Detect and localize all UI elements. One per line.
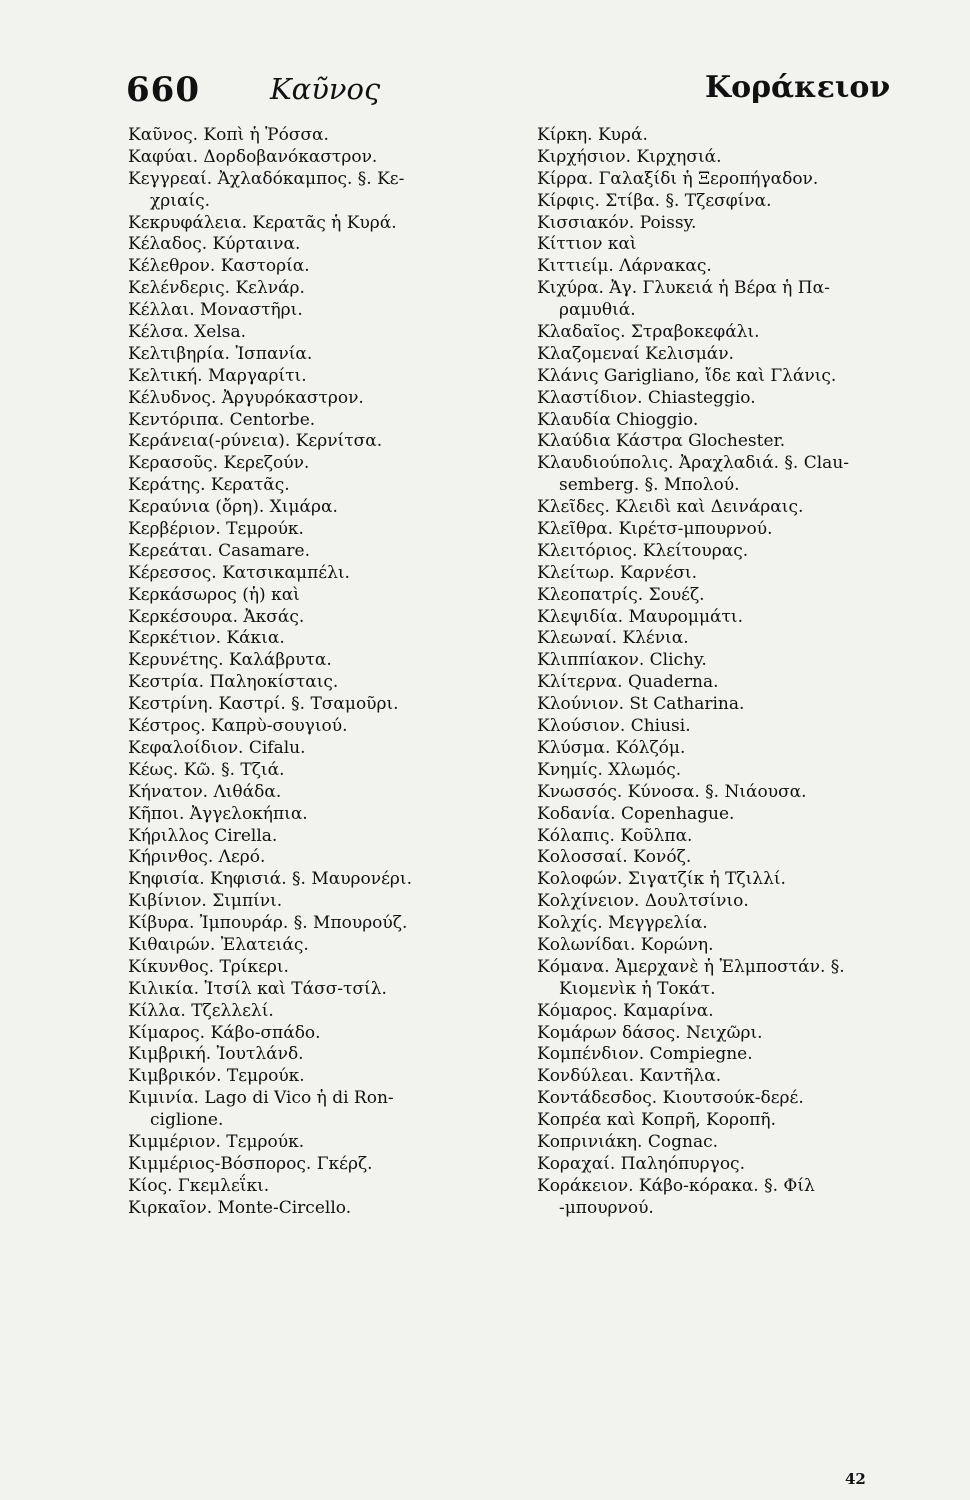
signature-mark: 42	[845, 1470, 866, 1488]
right-column	[537, 125, 942, 1220]
dictionary-entry: Κλεοπατρίς. Σουέζ.	[537, 584, 705, 605]
dictionary-entry: Κεραύνια (ὄρη). Χιμάρα.	[128, 497, 338, 518]
dictionary-entry: Κλούνιον. St Catharina.	[537, 694, 745, 715]
dictionary-entry: Κέλεθρον. Καστορία.	[128, 256, 310, 277]
dictionary-entry: Κλεψιδία. Μαυρομμάτι.	[537, 606, 743, 627]
dictionary-entry: Κλεωναί. Κλένια.	[537, 628, 689, 649]
dictionary-entry: Κλαστίδιον. Chiasteggio.	[537, 387, 756, 408]
dictionary-entry: Κεγγρεαί. Ἀχλαδόκαμπος. §. Κε-	[128, 168, 405, 189]
dictionary-entry: Κλεῖθρα. Κιρέτσ-μπουρνού.	[537, 519, 773, 540]
dictionary-entry: Κνημίς. Χλωμός.	[537, 759, 682, 780]
dictionary-entry: Κερασοῦς. Κερεζούν.	[128, 453, 310, 474]
running-head-right: Κοράκειον	[705, 70, 891, 105]
dictionary-entry: Κλείτωρ. Καρνέσι.	[537, 562, 698, 583]
dictionary-entry: Κνωσσός. Κύνοσα. §. Νιάουσα.	[537, 781, 807, 802]
dictionary-entry: Κιβίνιον. Σιμπίνι.	[128, 891, 283, 912]
page-number: 660	[126, 70, 200, 110]
dictionary-entry: Κιμβρική. Ἰουτλάνδ.	[128, 1044, 304, 1065]
dictionary-entry: Κίβυρα. Ἰμπουράρ. §. Μπουρούζ.	[128, 913, 408, 934]
dictionary-entry: Κεστρία. Παληοκίσταις.	[128, 672, 339, 693]
dictionary-entry: Κλαυδία Chioggio.	[537, 409, 699, 430]
dictionary-entry: Καφύαι. Δορδοβανόκαστρον.	[128, 146, 378, 167]
dictionary-entry: Κίττιον καὶ	[537, 234, 637, 255]
dictionary-entry: Κλάνις Garigliano, ἴδε καὶ Γλάνις.	[537, 365, 837, 386]
dictionary-entry: Κίρκη. Κυρά.	[537, 125, 648, 145]
dictionary-entry: Κοντάδεσδος. Κιουτσούκ-δερέ.	[537, 1088, 804, 1109]
dictionary-entry: Κλύσμα. Κόλζόμ.	[537, 737, 686, 758]
dictionary-entry: Κήριλλος Cirella.	[128, 825, 278, 846]
dictionary-entry: Κερυνέτης. Καλάβρυτα.	[128, 650, 332, 671]
dictionary-entry: Κέστρος. Καπρὺ-σουγιού.	[128, 716, 348, 737]
dictionary-entry: Κόμανα. Ἀμερχανὲ ἡ Ἐλμποστάν. §.	[537, 956, 845, 977]
dictionary-entry: Κίκυνθος. Τρίκερι.	[128, 956, 289, 977]
dictionary-entry: Κέρεσσος. Κατσικαμπέλι.	[128, 562, 350, 583]
dictionary-entry: Κερεάται. Casamare.	[128, 540, 310, 561]
dictionary-entry: χριαίς.	[150, 190, 211, 211]
dictionary-entry: Κοπρινιάκη. Cognac.	[537, 1131, 718, 1152]
dictionary-entry: Κηφισία. Κηφισιά. §. Μαυρονέρι.	[128, 869, 412, 890]
dictionary-entry: Καῦνος. Κοπὶ ἡ Ῥόσσα.	[128, 125, 329, 145]
dictionary-entry: ciglione.	[150, 1110, 224, 1131]
dictionary-entry: ραμυθιά.	[559, 300, 636, 321]
dictionary-entry: Κέλυδνος. Ἀργυρόκαστρον.	[128, 387, 364, 408]
dictionary-entry: Κεστρίνη. Καστρί. §. Τσαμοῦρι.	[128, 694, 399, 715]
dictionary-entry: Κεράτης. Κερατᾶς.	[128, 475, 290, 496]
dictionary-entry: Κερκάσωρος (ἡ) καὶ	[128, 584, 300, 605]
dictionary-entry: Κιττιείμ. Λάρνακας.	[537, 256, 712, 277]
dictionary-entry: Κονδύλεαι. Καντῆλα.	[537, 1066, 722, 1087]
dictionary-entry: Κομάρων δάσος. Νειχῶρι.	[537, 1022, 763, 1043]
dictionary-entry: Κόλαπις. Κοῦλπα.	[537, 825, 693, 846]
dictionary-entry: Κιθαιρών. Ἐλατειάς.	[128, 934, 309, 955]
dictionary-entry: Κλαζομεναί Κελισμάν.	[537, 343, 734, 364]
dictionary-entry: Κέλλαι. Μοναστῆρι.	[128, 300, 303, 321]
dictionary-entry: Κλιππίακον. Clichy.	[537, 650, 707, 671]
dictionary-entry: Κοδανία. Copenhague.	[537, 803, 735, 824]
running-head-left: Καῦνος	[270, 72, 381, 106]
dictionary-entry: Κίρφις. Στίβα. §. Τζεσφίνα.	[537, 190, 772, 211]
dictionary-entry: Κιμμέριος-Βόσπορος. Γκέρζ.	[128, 1153, 373, 1174]
dictionary-entry: Κελένδερις. Κελνάρ.	[128, 278, 305, 299]
dictionary-entry: Κλεῖδες. Κλειδὶ καὶ Δεινάραις.	[537, 497, 804, 518]
dictionary-entry: Κεντόριπα. Centorbe.	[128, 409, 316, 430]
dictionary-entry: Κλαυδιούπολις. Ἀραχλαδιά. §. Clau-	[537, 453, 850, 474]
dictionary-entry: Κερβέριον. Τεμρούκ.	[128, 519, 304, 540]
dictionary-entry: semberg. §. Μπολού.	[559, 475, 740, 496]
dictionary-entry: Κιχύρα. Ἀγ. Γλυκειά ἡ Βέρα ἡ Πα-	[537, 278, 830, 299]
dictionary-entry: Κέλσα. Xelsa.	[128, 322, 247, 343]
dictionary-entry: Κολχίνειον. Δουλτσίνιο.	[537, 891, 749, 912]
dictionary-entry: Κλαύδια Κάστρα Glochester.	[537, 431, 786, 452]
dictionary-entry: Κλούσιον. Chiusi.	[537, 716, 691, 737]
dictionary-entry: Κολοφών. Σιγατζίκ ἡ Τζιλλί.	[537, 869, 786, 890]
dictionary-entry: Κιμβρικόν. Τεμρούκ.	[128, 1066, 305, 1087]
dictionary-entry: Κιμινία. Lago di Vico ἡ di Ron-	[128, 1088, 394, 1109]
dictionary-entry: Κολοσσαί. Κονόζ.	[537, 847, 692, 868]
dictionary-entry: Κοράκειον. Κάβο-κόρακα. §. Φίλ	[537, 1175, 815, 1196]
dictionary-entry: Κλειτόριος. Κλείτουρας.	[537, 540, 749, 561]
dictionary-entry: Κίλλα. Τζελλελί.	[128, 1000, 274, 1021]
dictionary-entry: Κολωνίδαι. Κορώνη.	[537, 934, 714, 955]
dictionary-entry: Κλαδαῖος. Στραβοκεφάλι.	[537, 322, 760, 343]
dictionary-entry: Κίμαρος. Κάβο-σπάδο.	[128, 1022, 321, 1043]
dictionary-entry: Κέως. Κῶ. §. Τζιά.	[128, 759, 285, 780]
dictionary-entry: Κεφαλοίδιον. Cifalu.	[128, 737, 306, 758]
dictionary-entry: Κέλαδος. Κύρταινα.	[128, 234, 301, 255]
dictionary-entry: Κιμμέριον. Τεμρούκ.	[128, 1131, 305, 1152]
dictionary-entry: Κόμαρος. Καμαρίνα.	[537, 1000, 714, 1021]
dictionary-entry: Κιλικία. Ἰτσίλ καὶ Τάσσ-τσίλ.	[128, 978, 387, 999]
dictionary-entry: Κολχίς. Μεγγρελία.	[537, 913, 708, 934]
dictionary-entry: Κεκρυφάλεια. Κερατᾶς ἡ Κυρά.	[128, 212, 397, 233]
dictionary-entry: Κισσιακόν. Poissy.	[537, 212, 697, 233]
dictionary-entry: Κήνατον. Λιθάδα.	[128, 781, 282, 802]
dictionary-entry: Κεράνεια(-ρύνεια). Κερνίτσα.	[128, 431, 383, 452]
dictionary-entry: Κιρχήσιον. Κιρχησιά.	[537, 146, 722, 167]
dictionary-entry: Κερκέσουρα. Ἀκσάς.	[128, 606, 305, 627]
dictionary-entry: Κοραχαί. Παληόπυργος.	[537, 1153, 745, 1174]
dictionary-entry: Κίος. Γκεμλεΐκι.	[128, 1175, 270, 1196]
dictionary-entry: Κήρινθος. Λερό.	[128, 847, 266, 868]
dictionary-entry: Κελτιβηρία. Ἰσπανία.	[128, 343, 313, 364]
dictionary-entry: Κιομενὶκ ἡ Τοκάτ.	[559, 978, 716, 999]
dictionary-entry: Κῆποι. Ἀγγελοκήπια.	[128, 803, 308, 824]
left-column	[128, 125, 523, 1220]
dictionary-entry: Κλίτερνα. Quaderna.	[537, 672, 719, 693]
dictionary-entry: Κίρρα. Γαλαξίδι ἡ Ξεροπήγαδον.	[537, 168, 819, 189]
dictionary-entry: Κοπρέα καὶ Κοπρῆ, Κοροπῆ.	[537, 1110, 776, 1131]
dictionary-entry: -μπουρνού.	[559, 1197, 654, 1218]
dictionary-entry: Κιρκαῖον. Monte-Circello.	[128, 1197, 352, 1218]
dictionary-entry: Κελτική. Μαργαρίτι.	[128, 365, 307, 386]
dictionary-entry: Κερκέτιον. Κάκια.	[128, 628, 285, 649]
dictionary-entry: Κομπένδιον. Compiegne.	[537, 1044, 753, 1065]
